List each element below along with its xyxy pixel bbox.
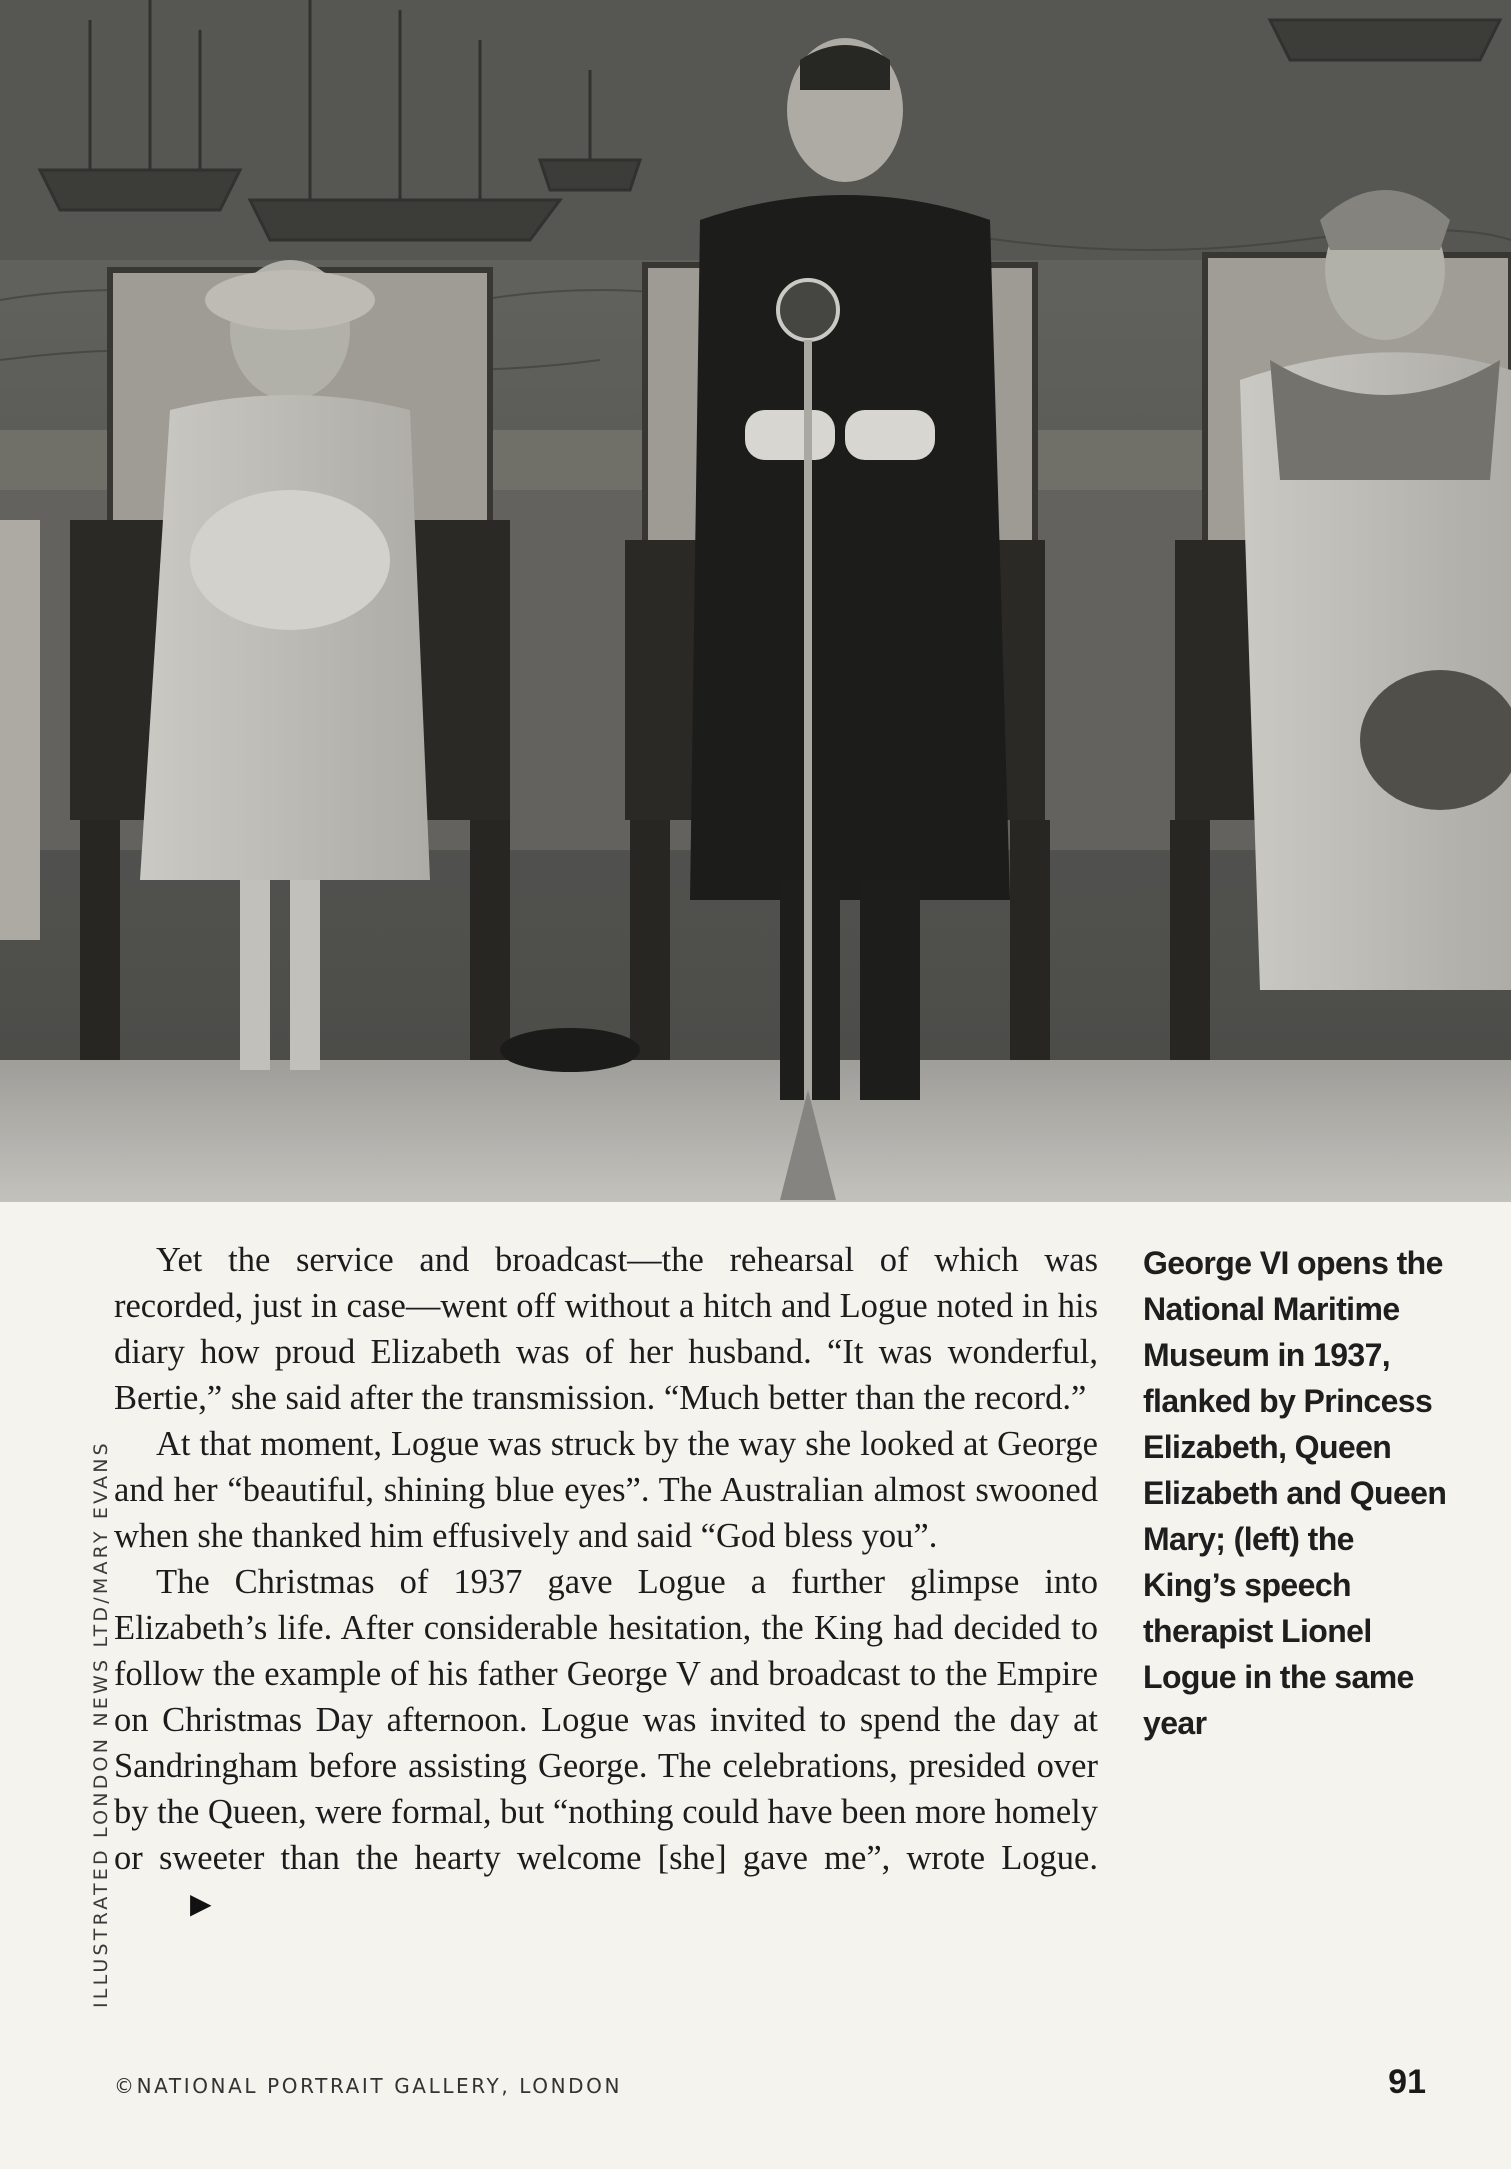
article-body (114, 1237, 1098, 1927)
page-number: 91 (1388, 2063, 1426, 2101)
paragraph-3-text: The Christmas of 1937 gave Logue a further glimpse into Elizabeth’s life. After considerable hesitation, the King had decided to follow the example of his father George V and broadcast to the Empire on Christmas Day afternoon. Logue was invited to spend the day at Sandringham before assisting George. The celebrations, presided over by the Queen, were formal, but “nothing could have been more homely or sweeter than the hearty welcome [she] gave me”, wrote Logue. (114, 1563, 1098, 1877)
paragraph-1: Yet the service and broadcast—the rehearsal of which was recorded, just in case—went off without a hitch and Logue noted in his diary how proud Elizabeth was of her husband. “It was wonderful, Bertie,” she said after the transmission. “Much better than the record.” (114, 1241, 1098, 1417)
photo-caption: George VI opens the National Maritime Museum in 1937, flanked by Princess Elizabeth, Queen Elizabeth and Queen Mary; (left) the King’s speech therapist Lionel Logue in the same year (1143, 1245, 1447, 1741)
footer-photo-credit: ©NATIONAL PORTRAIT GALLERY, LONDON (114, 2074, 623, 2098)
paragraph-2: At that moment, Logue was struck by the way she looked at George and her “beautiful, shining blue eyes”. The Australian almost swooned when she thanked him effusively and said “God bless you”. (114, 1425, 1098, 1555)
photo-credit-vertical: ILLUSTRATED LONDON NEWS LTD/MARY EVANS (90, 1440, 112, 2008)
paragraph-3 (114, 1559, 1098, 1927)
triangle-right-icon: ▶ (190, 1887, 212, 1920)
